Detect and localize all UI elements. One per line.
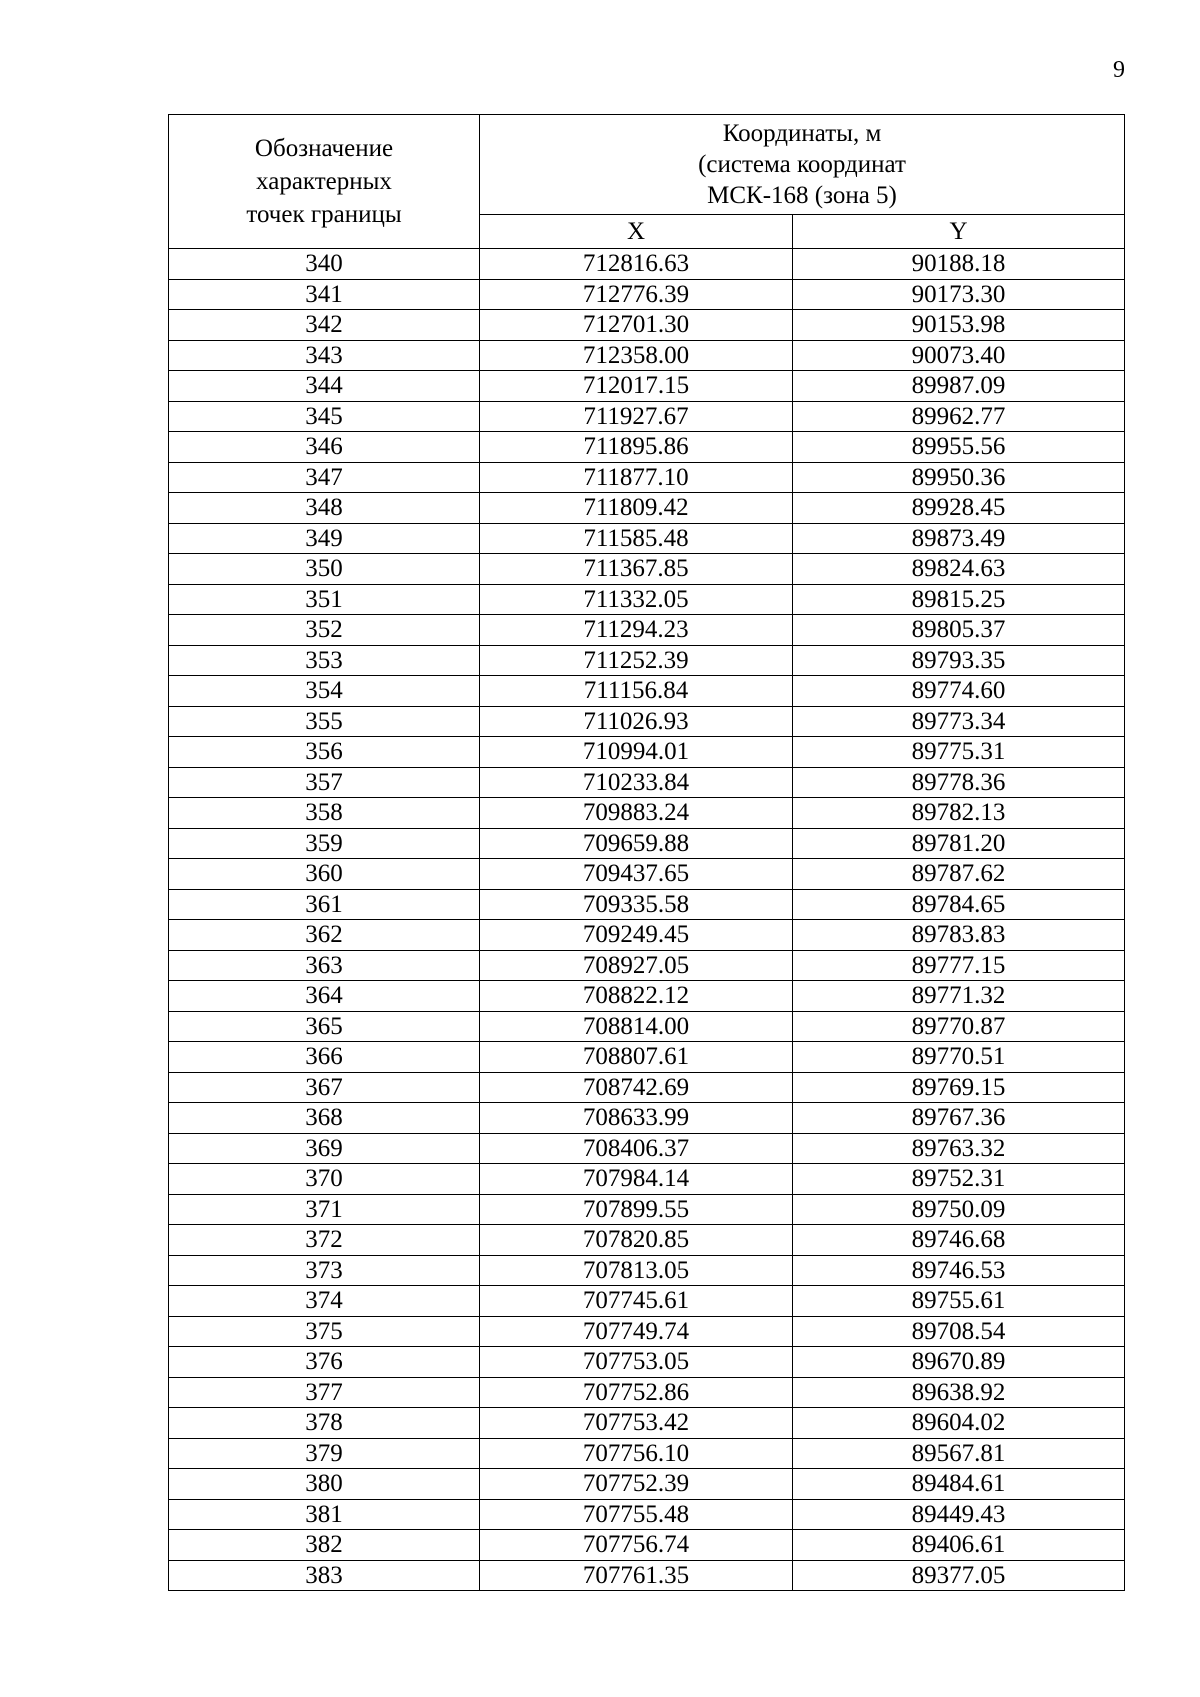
header-x: X — [480, 214, 793, 248]
point-number-cell: 348 — [169, 493, 480, 524]
x-coordinate-cell: 712017.15 — [480, 371, 793, 402]
y-coordinate-cell: 89763.32 — [793, 1133, 1125, 1164]
x-coordinate-cell: 707752.39 — [480, 1469, 793, 1500]
point-number-cell: 366 — [169, 1042, 480, 1073]
table-row — [169, 249, 1125, 280]
y-coordinate-cell: 89824.63 — [793, 554, 1125, 585]
table-row — [169, 950, 1125, 981]
x-coordinate-cell: 711877.10 — [480, 462, 793, 493]
y-coordinate-cell: 89805.37 — [793, 615, 1125, 646]
point-number-cell: 365 — [169, 1011, 480, 1042]
table-row — [169, 1316, 1125, 1347]
header-point-designation: Обозначение характерных точек границы — [169, 115, 480, 249]
x-coordinate-cell: 707899.55 — [480, 1194, 793, 1225]
y-coordinate-cell: 89962.77 — [793, 401, 1125, 432]
y-coordinate-cell: 89777.15 — [793, 950, 1125, 981]
y-coordinate-cell: 90153.98 — [793, 310, 1125, 341]
y-coordinate-cell: 89774.60 — [793, 676, 1125, 707]
y-coordinate-cell: 89950.36 — [793, 462, 1125, 493]
point-number-cell: 370 — [169, 1164, 480, 1195]
table-row — [169, 432, 1125, 463]
x-coordinate-cell: 710994.01 — [480, 737, 793, 768]
table-row — [169, 1011, 1125, 1042]
point-number-cell: 354 — [169, 676, 480, 707]
x-coordinate-cell: 708807.61 — [480, 1042, 793, 1073]
table-row — [169, 1499, 1125, 1530]
y-coordinate-cell: 89670.89 — [793, 1347, 1125, 1378]
x-coordinate-cell: 708633.99 — [480, 1103, 793, 1134]
point-number-cell: 340 — [169, 249, 480, 280]
header-y: Y — [793, 214, 1125, 248]
x-coordinate-cell: 711927.67 — [480, 401, 793, 432]
x-coordinate-cell: 707745.61 — [480, 1286, 793, 1317]
x-coordinate-cell: 709659.88 — [480, 828, 793, 859]
y-coordinate-cell: 89782.13 — [793, 798, 1125, 829]
point-number-cell: 361 — [169, 889, 480, 920]
table-row — [169, 981, 1125, 1012]
point-number-cell: 379 — [169, 1438, 480, 1469]
y-coordinate-cell: 89755.61 — [793, 1286, 1125, 1317]
point-number-cell: 345 — [169, 401, 480, 432]
table-row — [169, 1164, 1125, 1195]
x-coordinate-cell: 711809.42 — [480, 493, 793, 524]
y-coordinate-cell: 90073.40 — [793, 340, 1125, 371]
y-coordinate-cell: 89987.09 — [793, 371, 1125, 402]
point-number-cell: 369 — [169, 1133, 480, 1164]
point-number-cell: 372 — [169, 1225, 480, 1256]
x-coordinate-cell: 711294.23 — [480, 615, 793, 646]
y-coordinate-cell: 89767.36 — [793, 1103, 1125, 1134]
y-coordinate-cell: 89708.54 — [793, 1316, 1125, 1347]
y-coordinate-cell: 89873.49 — [793, 523, 1125, 554]
y-coordinate-cell: 89928.45 — [793, 493, 1125, 524]
point-number-cell: 383 — [169, 1560, 480, 1591]
table-row — [169, 584, 1125, 615]
point-number-cell: 347 — [169, 462, 480, 493]
y-coordinate-cell: 89746.53 — [793, 1255, 1125, 1286]
point-number-cell: 351 — [169, 584, 480, 615]
table-row — [169, 1072, 1125, 1103]
x-coordinate-cell: 708822.12 — [480, 981, 793, 1012]
table-row — [169, 1255, 1125, 1286]
y-coordinate-cell: 89752.31 — [793, 1164, 1125, 1195]
y-coordinate-cell: 89781.20 — [793, 828, 1125, 859]
point-number-cell: 341 — [169, 279, 480, 310]
x-coordinate-cell: 709335.58 — [480, 889, 793, 920]
table-header — [169, 115, 1125, 249]
table-row — [169, 1194, 1125, 1225]
table-row — [169, 340, 1125, 371]
x-coordinate-cell: 709883.24 — [480, 798, 793, 829]
y-coordinate-cell: 89783.83 — [793, 920, 1125, 951]
table-row — [169, 615, 1125, 646]
x-coordinate-cell: 711156.84 — [480, 676, 793, 707]
table-row — [169, 1408, 1125, 1439]
x-coordinate-cell: 707756.74 — [480, 1530, 793, 1561]
y-coordinate-cell: 89449.43 — [793, 1499, 1125, 1530]
point-number-cell: 380 — [169, 1469, 480, 1500]
table-row — [169, 493, 1125, 524]
y-coordinate-cell: 89784.65 — [793, 889, 1125, 920]
table-row — [169, 798, 1125, 829]
point-number-cell: 382 — [169, 1530, 480, 1561]
point-number-cell: 368 — [169, 1103, 480, 1134]
table-row — [169, 1469, 1125, 1500]
table-row — [169, 767, 1125, 798]
x-coordinate-cell: 711332.05 — [480, 584, 793, 615]
point-number-cell: 355 — [169, 706, 480, 737]
table-row — [169, 1286, 1125, 1317]
x-coordinate-cell: 712358.00 — [480, 340, 793, 371]
point-number-cell: 377 — [169, 1377, 480, 1408]
table-row — [169, 859, 1125, 890]
point-number-cell: 364 — [169, 981, 480, 1012]
point-number-cell: 352 — [169, 615, 480, 646]
y-coordinate-cell: 89750.09 — [793, 1194, 1125, 1225]
x-coordinate-cell: 710233.84 — [480, 767, 793, 798]
point-number-cell: 358 — [169, 798, 480, 829]
x-coordinate-cell: 708406.37 — [480, 1133, 793, 1164]
table-row — [169, 828, 1125, 859]
y-coordinate-cell: 89787.62 — [793, 859, 1125, 890]
x-coordinate-cell: 707761.35 — [480, 1560, 793, 1591]
y-coordinate-cell: 89771.32 — [793, 981, 1125, 1012]
table-row — [169, 920, 1125, 951]
table-row — [169, 706, 1125, 737]
point-number-cell: 378 — [169, 1408, 480, 1439]
point-number-cell: 360 — [169, 859, 480, 890]
x-coordinate-cell: 711585.48 — [480, 523, 793, 554]
y-coordinate-cell: 89955.56 — [793, 432, 1125, 463]
point-number-cell: 356 — [169, 737, 480, 768]
x-coordinate-cell: 707984.14 — [480, 1164, 793, 1195]
x-coordinate-cell: 707756.10 — [480, 1438, 793, 1469]
point-number-cell: 363 — [169, 950, 480, 981]
y-coordinate-cell: 89778.36 — [793, 767, 1125, 798]
y-coordinate-cell: 89484.61 — [793, 1469, 1125, 1500]
y-coordinate-cell: 90173.30 — [793, 279, 1125, 310]
table-row — [169, 1103, 1125, 1134]
point-number-cell: 357 — [169, 767, 480, 798]
x-coordinate-cell: 711895.86 — [480, 432, 793, 463]
point-number-cell: 373 — [169, 1255, 480, 1286]
x-coordinate-cell: 711367.85 — [480, 554, 793, 585]
page-number: 9 — [1113, 57, 1125, 83]
x-coordinate-cell: 708814.00 — [480, 1011, 793, 1042]
x-coordinate-cell: 708927.05 — [480, 950, 793, 981]
table-row — [169, 1560, 1125, 1591]
x-coordinate-cell: 712701.30 — [480, 310, 793, 341]
point-number-cell: 359 — [169, 828, 480, 859]
header-coordinates: Координаты, м (система координат МСК-168 (зона 5) — [480, 115, 1125, 215]
table-row — [169, 1377, 1125, 1408]
x-coordinate-cell: 707749.74 — [480, 1316, 793, 1347]
x-coordinate-cell: 707813.05 — [480, 1255, 793, 1286]
y-coordinate-cell: 89775.31 — [793, 737, 1125, 768]
table-row — [169, 676, 1125, 707]
y-coordinate-cell: 89604.02 — [793, 1408, 1125, 1439]
point-number-cell: 349 — [169, 523, 480, 554]
point-number-cell: 353 — [169, 645, 480, 676]
y-coordinate-cell: 89769.15 — [793, 1072, 1125, 1103]
table-row — [169, 1438, 1125, 1469]
point-number-cell: 374 — [169, 1286, 480, 1317]
coordinates-table — [168, 114, 1125, 1591]
x-coordinate-cell: 707820.85 — [480, 1225, 793, 1256]
table-row — [169, 1347, 1125, 1378]
x-coordinate-cell: 712816.63 — [480, 249, 793, 280]
x-coordinate-cell: 712776.39 — [480, 279, 793, 310]
y-coordinate-cell: 89815.25 — [793, 584, 1125, 615]
y-coordinate-cell: 89746.68 — [793, 1225, 1125, 1256]
point-number-cell: 350 — [169, 554, 480, 585]
table-row — [169, 645, 1125, 676]
point-number-cell: 381 — [169, 1499, 480, 1530]
point-number-cell: 375 — [169, 1316, 480, 1347]
table-row — [169, 1225, 1125, 1256]
table-row — [169, 462, 1125, 493]
table-row — [169, 1042, 1125, 1073]
point-number-cell: 362 — [169, 920, 480, 951]
x-coordinate-cell: 707753.42 — [480, 1408, 793, 1439]
x-coordinate-cell: 708742.69 — [480, 1072, 793, 1103]
x-coordinate-cell: 707755.48 — [480, 1499, 793, 1530]
table-row — [169, 401, 1125, 432]
y-coordinate-cell: 89770.87 — [793, 1011, 1125, 1042]
point-number-cell: 367 — [169, 1072, 480, 1103]
point-number-cell: 346 — [169, 432, 480, 463]
y-coordinate-cell: 89770.51 — [793, 1042, 1125, 1073]
x-coordinate-cell: 711252.39 — [480, 645, 793, 676]
point-number-cell: 371 — [169, 1194, 480, 1225]
table-row — [169, 554, 1125, 585]
table-row — [169, 1530, 1125, 1561]
x-coordinate-cell: 707753.05 — [480, 1347, 793, 1378]
table-row — [169, 1133, 1125, 1164]
point-number-cell: 342 — [169, 310, 480, 341]
y-coordinate-cell: 90188.18 — [793, 249, 1125, 280]
x-coordinate-cell: 707752.86 — [480, 1377, 793, 1408]
point-number-cell: 343 — [169, 340, 480, 371]
y-coordinate-cell: 89567.81 — [793, 1438, 1125, 1469]
table-row — [169, 889, 1125, 920]
y-coordinate-cell: 89638.92 — [793, 1377, 1125, 1408]
point-number-cell: 344 — [169, 371, 480, 402]
y-coordinate-cell: 89773.34 — [793, 706, 1125, 737]
table-row — [169, 310, 1125, 341]
table-body — [169, 249, 1125, 1591]
x-coordinate-cell: 711026.93 — [480, 706, 793, 737]
table-row — [169, 737, 1125, 768]
table-row — [169, 279, 1125, 310]
table-row — [169, 371, 1125, 402]
y-coordinate-cell: 89406.61 — [793, 1530, 1125, 1561]
y-coordinate-cell: 89377.05 — [793, 1560, 1125, 1591]
point-number-cell: 376 — [169, 1347, 480, 1378]
table-row — [169, 523, 1125, 554]
x-coordinate-cell: 709437.65 — [480, 859, 793, 890]
x-coordinate-cell: 709249.45 — [480, 920, 793, 951]
y-coordinate-cell: 89793.35 — [793, 645, 1125, 676]
